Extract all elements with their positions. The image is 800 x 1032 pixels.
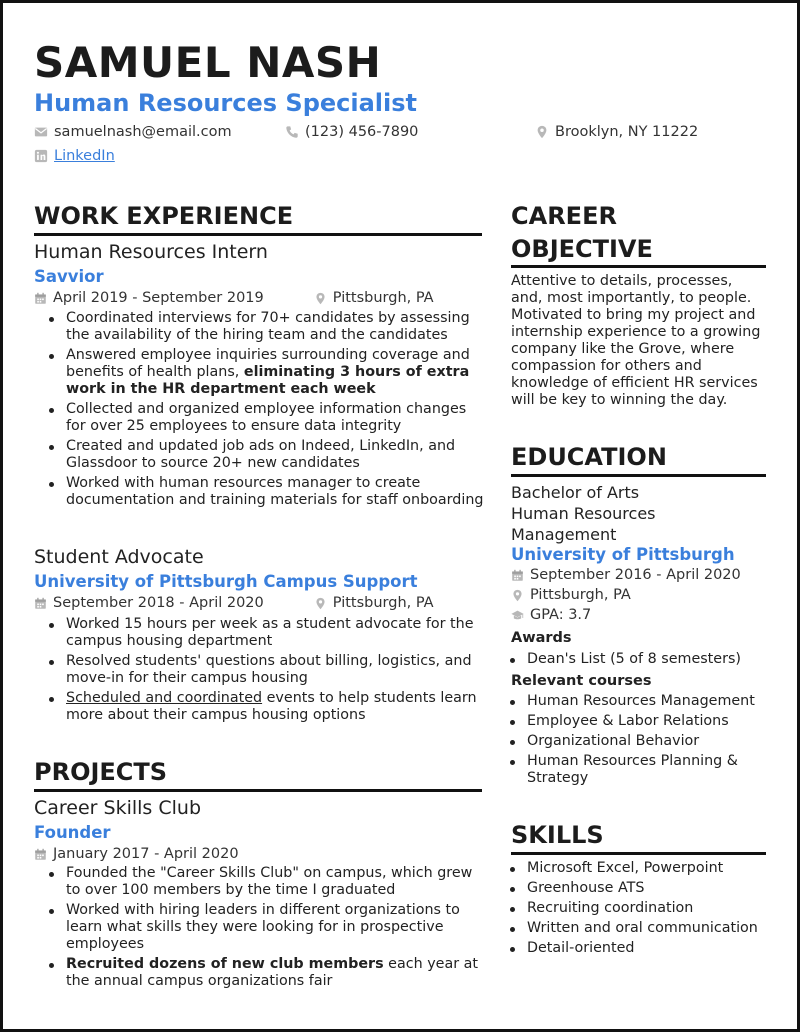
location-text: Brooklyn, NY 11222 [555, 124, 699, 140]
list-item: Organizational Behavior [495, 733, 770, 750]
degree-line-1: Bachelor of Arts [511, 483, 640, 502]
list-item: Founded the "Career Skills Club" on campus, which grew to over 100 members by the time I graduated [34, 865, 486, 899]
job-meta-1 [34, 290, 434, 306]
list-item: Answered employee inquiries surrounding coverage and benefits of health plans, eliminating 3 hours of extra work in the HR department each week [34, 347, 486, 398]
edu-gpa: GPA: 3.7 [530, 607, 592, 623]
list-item: Dean's List (5 of 8 semesters) [495, 651, 770, 668]
objective-rule [511, 265, 766, 268]
project-meta [34, 846, 239, 862]
job-bullets-1 [34, 310, 486, 512]
job-bullets-2 [34, 616, 486, 727]
list-item: Recruiting coordination [495, 900, 770, 917]
job-location-1: Pittsburgh, PA [332, 290, 434, 306]
job-dates-2: September 2018 - April 2020 [53, 595, 264, 611]
linkedin-contact[interactable] [34, 148, 115, 164]
job-dates-1: April 2019 - September 2019 [53, 290, 264, 306]
objective-text: Attentive to details, processes, and, most importantly, to people. Motivated to bring my project and internship experience to a growing company like the Grove, where compassion for others and knowledge of efficient HR services will be key to winning the day. [511, 273, 761, 408]
list-item: Written and oral communication [495, 920, 770, 937]
list-item: Detail-oriented [495, 940, 770, 957]
calendar-icon [34, 292, 47, 305]
list-item: Human Resources Management [495, 693, 770, 710]
project-bullets [34, 865, 486, 993]
graduation-cap-icon [511, 609, 524, 622]
email-text: samuelnash@email.com [54, 124, 232, 140]
courses-list [495, 693, 770, 790]
edu-location: Pittsburgh, PA [530, 587, 631, 603]
edu-dates-row [511, 567, 741, 583]
company-2: University of Pittsburgh Campus Support [34, 572, 418, 591]
job-meta-2 [34, 595, 434, 611]
project-dates: January 2017 - April 2020 [53, 846, 239, 862]
skills-rule [511, 852, 766, 855]
list-item: Scheduled and coordinated events to help students learn more about their campus housing options [34, 690, 486, 724]
calendar-icon [34, 848, 47, 861]
list-item: Human Resources Planning & Strategy [495, 753, 770, 787]
linkedin-link[interactable]: LinkedIn [54, 148, 115, 164]
job-title-1: Human Resources Intern [34, 241, 268, 263]
list-item: Worked with human resources manager to create documentation and training materials for staff onboarding [34, 475, 486, 509]
edu-location-row [511, 587, 631, 603]
education-rule [511, 474, 766, 477]
projects-heading: PROJECTS [34, 758, 168, 786]
map-pin-icon [511, 589, 524, 602]
job-location-2: Pittsburgh, PA [332, 595, 434, 611]
candidate-name: SAMUEL NASH [34, 38, 382, 87]
envelope-icon [34, 125, 48, 139]
linkedin-icon [34, 149, 48, 163]
courses-label: Relevant courses [511, 673, 652, 689]
map-pin-icon [314, 597, 327, 610]
map-pin-icon [314, 292, 327, 305]
list-item: Resolved students' questions about billing, logistics, and move-in for their campus housing [34, 653, 486, 687]
list-item: Created and updated job ads on Indeed, LinkedIn, and Glassdoor to source 20+ new candidates [34, 438, 486, 472]
awards-label: Awards [511, 630, 572, 646]
phone-text: (123) 456-7890 [305, 124, 419, 140]
list-item: Microsoft Excel, Powerpoint [495, 860, 770, 877]
job-title-2: Student Advocate [34, 546, 204, 568]
awards-list [495, 651, 770, 671]
email-contact[interactable] [34, 124, 232, 140]
calendar-icon [511, 569, 524, 582]
education-heading: EDUCATION [511, 443, 667, 471]
phone-icon [285, 125, 299, 139]
calendar-icon [34, 597, 47, 610]
school-name: University of Pittsburgh [511, 545, 735, 564]
list-item: Recruited dozens of new club members each year at the annual campus organizations fair [34, 956, 486, 990]
edu-gpa-row [511, 607, 591, 623]
edu-dates: September 2016 - April 2020 [530, 567, 741, 583]
career-objective-heading: CAREER OBJECTIVE [511, 202, 653, 263]
list-item: Employee & Labor Relations [495, 713, 770, 730]
work-experience-heading: WORK EXPERIENCE [34, 202, 294, 230]
company-1: Savvior [34, 267, 104, 286]
location-contact [535, 124, 698, 140]
list-item: Greenhouse ATS [495, 880, 770, 897]
project-title: Career Skills Club [34, 797, 202, 819]
skills-heading: SKILLS [511, 821, 604, 849]
candidate-role: Human Resources Specialist [34, 89, 418, 117]
list-item: Worked with hiring leaders in different organizations to learn what skills they were looking for in prospective employees [34, 902, 486, 953]
degree-line-3: Management [511, 525, 617, 544]
list-item: Collected and organized employee information changes for over 25 employees to ensure data integrity [34, 401, 486, 435]
work-rule [34, 233, 482, 236]
phone-contact[interactable] [285, 124, 418, 140]
map-pin-icon [535, 125, 549, 139]
list-item: Coordinated interviews for 70+ candidates by assessing the availability of the hiring team and the candidates [34, 310, 486, 344]
skills-list [495, 860, 770, 960]
degree-line-2: Human Resources [511, 504, 656, 523]
list-item: Worked 15 hours per week as a student advocate for the campus housing department [34, 616, 486, 650]
projects-rule [34, 789, 482, 792]
project-role: Founder [34, 823, 111, 842]
